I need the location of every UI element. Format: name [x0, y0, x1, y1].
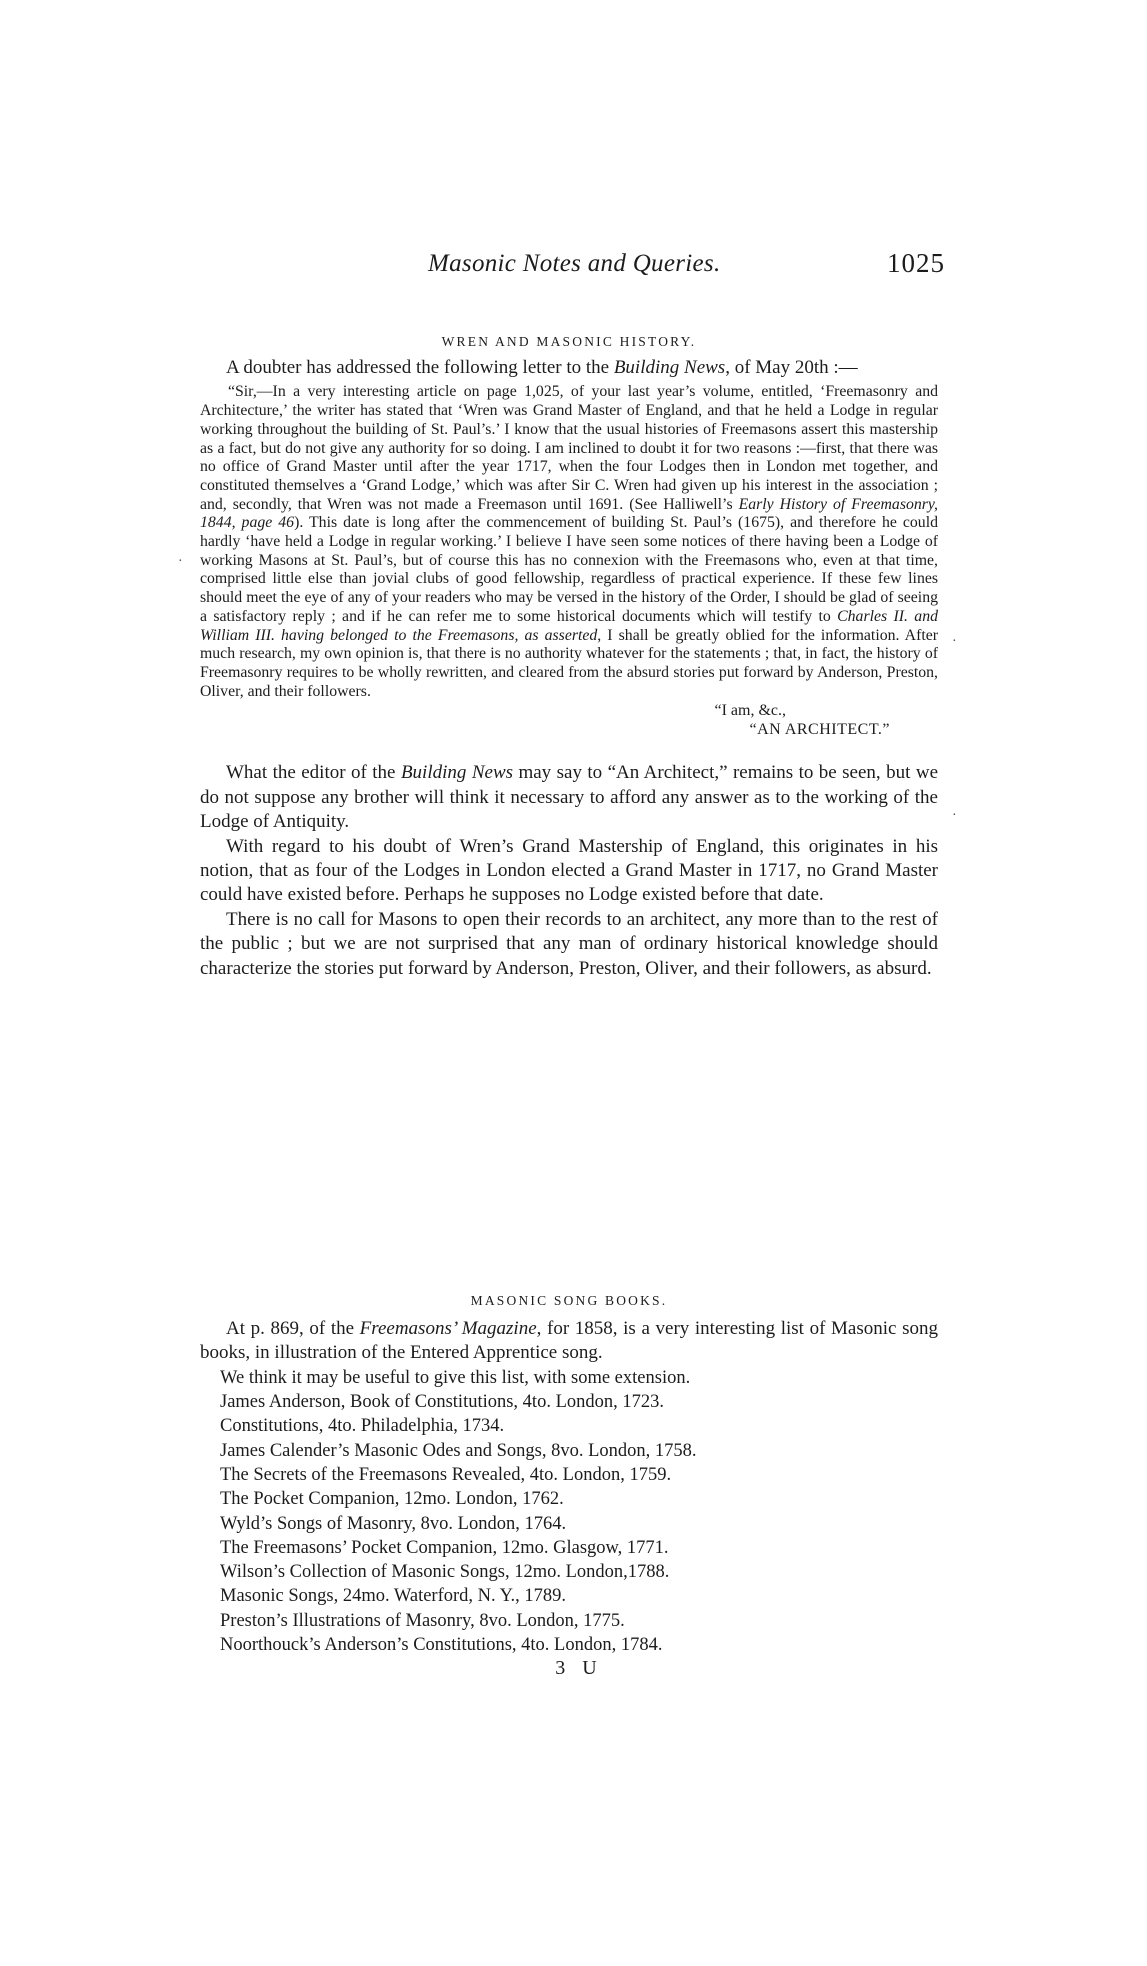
list-item: Wyld’s Songs of Masonry, 8vo. London, 1764. [220, 1513, 567, 1534]
printer-signature-mark: 3 U [555, 1657, 603, 1680]
list-item: The Freemasons’ Pocket Companion, 12mo. Glasgow, 1771. [220, 1537, 669, 1558]
kings-phrase: Charles II. and William III. having belonged to the Freemasons, as asserted [200, 607, 938, 644]
list-item: Preston’s Illustrations of Masonry, 8vo. London, 1775. [220, 1610, 625, 1631]
list-item: James Calender’s Masonic Odes and Songs, 8vo. London, 1758. [220, 1440, 697, 1461]
list-item: Constitutions, 4to. Philadelphia, 1734. [220, 1416, 505, 1437]
section-masonic-song-books [200, 1293, 938, 1680]
song-books-intro: At p. 869, of the Freemasons’ Magazine, for 1858, is a very interesting list of Masonic song books, in illustration of the Entered Apprentice song. [200, 1318, 938, 1364]
reply-paragraph-3: There is no call for Masons to open their records to an architect, any more than to the rest of the public ; but we are not surprised that any man of ordinary historical knowledge should characterize the stories put forward by Anderson, Preston, Oliver, and their followers, as absurd. [200, 908, 938, 979]
section-wren-masonic-history [200, 334, 938, 981]
section-heading: MASONIC SONG BOOKS. [470, 1293, 668, 1308]
periodical-title: Freemasons’ Magazine [359, 1318, 537, 1339]
list-item: Wilson’s Collection of Masonic Songs, 12mo. London,1788. [220, 1562, 670, 1583]
letter-signoff: “I am, &c., [714, 702, 786, 720]
periodical-title: Building News [613, 357, 726, 378]
section-heading: WREN AND MASONIC HISTORY. [441, 334, 697, 349]
song-book-list [200, 1366, 938, 1658]
book-citation: Early History of Freemasonry, 1844, page 46 [200, 495, 939, 532]
list-item: James Anderson, Book of Constitutions, 4to. London, 1723. [220, 1392, 664, 1413]
list-item: Noorthouck’s Anderson’s Constitutions, 4to. London, 1784. [220, 1635, 663, 1656]
reply-paragraph-2: With regard to his doubt of Wren’s Grand Mastership of England, this originates in his notion, that as four of the Lodges in London elected a Grand Master in 1717, no Grand Master could have existed before. Perhaps he supposes no Lodge existed before that date. [200, 835, 938, 906]
intro-paragraph: A doubter has addressed the following letter to the Building News, of May 20th :— [226, 357, 858, 378]
margin-speck: · [952, 634, 957, 649]
list-item: The Secrets of the Freemasons Revealed, 4to. London, 1759. [220, 1465, 672, 1485]
periodical-title: Building News [400, 762, 514, 784]
margin-speck: · [178, 554, 183, 569]
letter-body: “Sir,—In a very interesting article on page 1,025, of your last year’s volume, entitled, ‘Freemasonry and Architecture,’ the writer has stated that ‘Wren was Grand Master of England, and that he held a Lodge in regular working throughout the building of St. Paul’s.’ I know that the usual histories of Freemasons assert this mastership as a fact, but do not give any authority for so doing. I am inclined to doubt it for two reasons :—first, that there was no office of Grand Master until after the year 1717, when the four Lodges then in London met together, and constituted themselves a ‘Grand Lodge,’ which was after Sir C. Wren had given up his interest in the association ; and, secondly, that Wren was not made a Freemason until 1691. (See Halliwell’s Early History of Freemasonry, 1844, page 46). This date is long after the commencement of building St. Paul’s (1675), and therefore he could hardly ‘have held a Lodge in regular working.’ I believe I have seen some notices of there having been a Lodge of working Masons at St. Paul’s, but of course this has no connexion with the Freemasons who, even at that time, comprised little else than jovial clubs of good fellowship, regardless of practical experience. If these few lines should meet the eye of any of your readers who may be versed in the history of the Order, I should be glad of seeing a satisfactory reply ; and if he can refer me to some historical documents which will testify to Charles II. and William III. having belonged to the Freemasons, as asserted, I shall be greatly oblied for the information. After much research, my own opinion is, that there is no authority whatever for the statements ; that, in fact, the history of Freemasonry requires to be wholly rewritten, and cleared from the absurd stories put forward by Anderson, Preston, Oliver, and their followers. [200, 383, 939, 700]
list-item: The Pocket Companion, 12mo. London, 1762. [220, 1489, 564, 1510]
page-number: 1025 [887, 248, 945, 278]
reply-paragraph-1: What the editor of the Building News may say to “An Architect,” remains to be seen, but we do not suppose any brother will think it necessary to afford any answer as to the working of the Lodge of Antiquity. [200, 762, 939, 833]
running-head [200, 250, 945, 284]
letter-signature: “AN ARCHITECT.” [749, 721, 890, 739]
running-title: Masonic Notes and Queries. [428, 250, 721, 277]
margin-speck: · [952, 808, 957, 823]
list-item: We think it may be useful to give this list, with some extension. [220, 1367, 691, 1388]
list-item: Masonic Songs, 24mo. Waterford, N. Y., 1789. [220, 1586, 567, 1607]
letter-quote [200, 383, 938, 739]
